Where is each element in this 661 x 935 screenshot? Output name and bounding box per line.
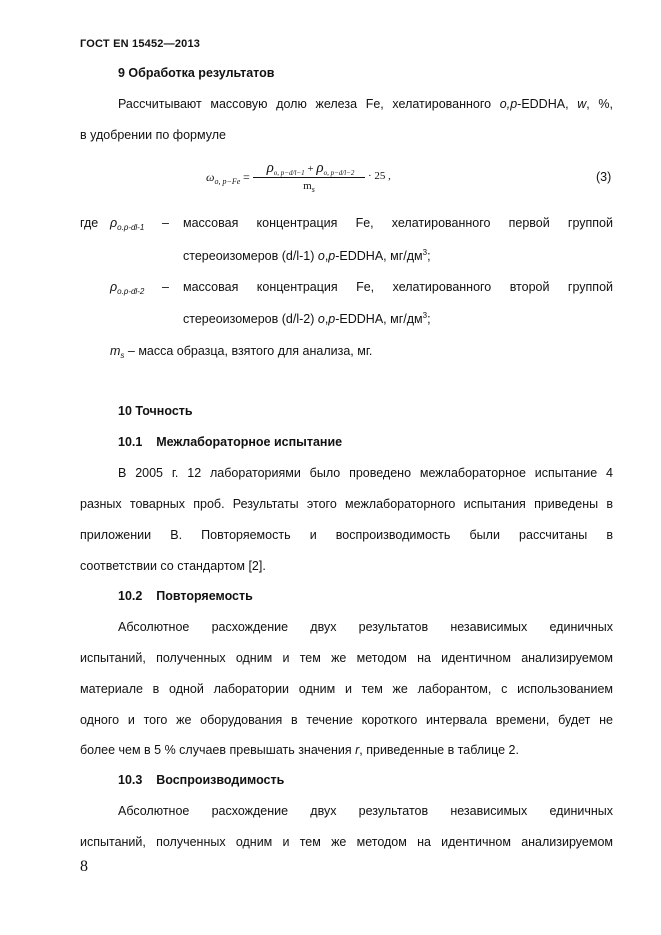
- superscript: 3: [422, 248, 428, 257]
- where-item-1-dash: –: [162, 216, 169, 230]
- where-item-2-line-2: [183, 311, 431, 326]
- text-run: , %,: [586, 97, 613, 111]
- formula-multiplier: · 25 ,: [368, 170, 391, 182]
- text-run: p: [328, 249, 336, 263]
- paragraph-10-2-line: [80, 743, 519, 757]
- formula-number: (3): [596, 170, 612, 184]
- text-run: -EDDHA, мг/дм: [335, 312, 423, 326]
- rho-subscript: o.p-dl-2: [117, 287, 145, 296]
- paragraph-10-3-line: Абсолютное расхождение двух результатов независимых единичных: [118, 804, 613, 818]
- text-run: o: [317, 249, 325, 263]
- rho-subscript: o, p−d/l−2: [323, 169, 355, 177]
- text-run: , приведенные в таблице 2.: [359, 743, 519, 757]
- paragraph-10-2-line: материале в одной лаборатории одним и тем же лаборантом, с использованием: [80, 682, 613, 696]
- text-run: стереоизомеров (d/l-1): [183, 249, 318, 263]
- fraction-bar: [253, 177, 365, 178]
- text-run: w: [577, 97, 587, 111]
- subsection-10-2-heading: 10.2 Повторяемость: [118, 589, 253, 603]
- text-run: ;: [427, 312, 431, 326]
- section-10-heading: 10 Точность: [118, 404, 193, 418]
- section-9-paragraph-line-1: [118, 97, 613, 111]
- rho-symbol: ρ: [110, 216, 118, 230]
- where-item-2-line-1: массовая концентрация Fe, хелатированного второй группой: [183, 280, 613, 294]
- where-item-3: [110, 344, 372, 360]
- paragraph-10-1-line: разных товарных проб. Результаты этого межлабораторного испытания приведены в: [80, 497, 613, 511]
- mass-subscript: s: [311, 185, 315, 194]
- paragraph-10-1-line: В 2005 г. 12 лабораториями было проведено межлабораторное испытание 4: [118, 466, 613, 480]
- rho-symbol: ρ: [110, 280, 118, 294]
- text-run: o,p: [499, 97, 518, 111]
- rho-symbol: ρ: [266, 160, 274, 176]
- text-run: стереоизомеров (d/l-2): [183, 312, 318, 326]
- text-run: r: [355, 743, 360, 757]
- text-run: ,: [324, 249, 329, 263]
- subsection-10-3-heading: 10.3 Воспроизводимость: [118, 773, 285, 787]
- formula-equals: =: [243, 170, 250, 184]
- paragraph-10-1-line: соответствии со стандартом [2].: [80, 559, 266, 573]
- omega-subscript: o, p−Fe: [214, 177, 241, 186]
- where-item-1-line-2: [183, 248, 431, 263]
- text-run: – масса образца, взятого для анализа, мг.: [124, 344, 373, 358]
- text-run: -EDDHA, мг/дм: [335, 249, 423, 263]
- formula-lhs: [206, 170, 240, 186]
- plus-sign: +: [307, 163, 314, 175]
- section-9-heading: 9 Обработка результатов: [118, 66, 275, 80]
- text-run: o: [317, 312, 325, 326]
- text-run: ,: [324, 312, 329, 326]
- paragraph-10-2-line: Абсолютное расхождение двух результатов независимых единичных: [118, 620, 613, 634]
- where-item-2-dash: –: [162, 280, 169, 294]
- formula-numerator: [253, 160, 368, 177]
- mass-symbol: m: [110, 344, 121, 358]
- subsection-10-1-heading: 10.1 Межлабораторное испытание: [118, 435, 343, 449]
- formula-denominator: [253, 180, 365, 194]
- paragraph-10-2-line: одного и того же оборудования в течение короткого интервала времени, будет не: [80, 713, 613, 727]
- where-item-1-symbol: [110, 216, 144, 232]
- omega-symbol: ω: [206, 170, 215, 184]
- where-label: где: [80, 216, 99, 230]
- rho-subscript: o.p-dl-1: [117, 223, 145, 232]
- page-number: 8: [80, 858, 88, 875]
- rho-symbol: ρ: [316, 160, 324, 176]
- paragraph-10-2-line: испытаний, полученных одним и тем же методом на идентичном анализируемом: [80, 651, 613, 665]
- paragraph-10-3-line: испытаний, полученных одним и тем же методом на идентичном анализируемом: [80, 835, 613, 849]
- text-run: -EDDHA,: [517, 97, 578, 111]
- text-run: более чем в 5 % случаев превышать значения: [80, 743, 356, 757]
- document-header: ГОСТ EN 15452—2013: [80, 38, 201, 50]
- paragraph-10-1-line: приложении В. Повторяемость и воспроизводимость были рассчитаны в: [80, 528, 613, 542]
- section-9-paragraph-line-2: в удобрении по формуле: [80, 128, 226, 142]
- rho-subscript: o, p−d/l−1: [273, 169, 305, 177]
- text-run: ;: [427, 249, 431, 263]
- text-run: Рассчитывают массовую долю железа Fe, хелатированного: [118, 97, 500, 111]
- mass-symbol: m: [303, 180, 312, 192]
- superscript: 3: [422, 311, 428, 320]
- text-run: p: [328, 312, 336, 326]
- mass-subscript: s: [120, 351, 125, 360]
- where-item-2-symbol: [110, 280, 144, 296]
- where-item-1-line-1: массовая концентрация Fe, хелатированного первой группой: [183, 216, 613, 230]
